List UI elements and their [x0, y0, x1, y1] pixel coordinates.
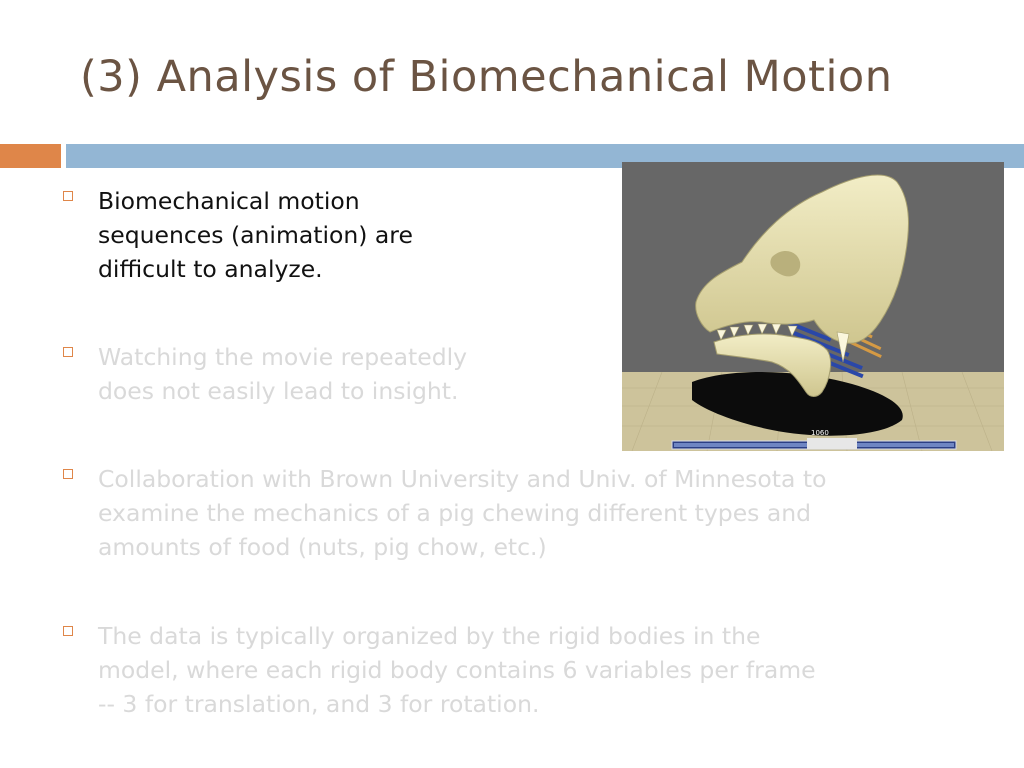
timeline-thumb: [807, 438, 857, 449]
accent-bar-orange: [0, 144, 61, 168]
pig-skull-animation-figure: [622, 162, 1004, 451]
bullet-text: Biomechanical motion sequences (animation) are difficult to analyze.: [98, 187, 413, 283]
square-bullet-icon: [63, 469, 73, 479]
square-bullet-icon: [63, 347, 73, 357]
slide-title: (3) Analysis of Biomechanical Motion: [80, 52, 893, 102]
frame-label: 1060: [811, 429, 829, 437]
bullet-text: Collaboration with Brown University and Univ. of Minnesota to examine the mechanics of a pig chewing different types and amounts of food (nuts, pig chow, etc.): [98, 465, 827, 561]
bullet-text: The data is typically organized by the rigid bodies in the model, where each rigid body contains 6 variables per frame -- 3 for translation, and 3 for rotation.: [98, 622, 816, 718]
square-bullet-icon: [63, 626, 73, 636]
square-bullet-icon: [63, 191, 73, 201]
bullet-text: Watching the movie repeatedly does not easily lead to insight.: [98, 343, 468, 405]
